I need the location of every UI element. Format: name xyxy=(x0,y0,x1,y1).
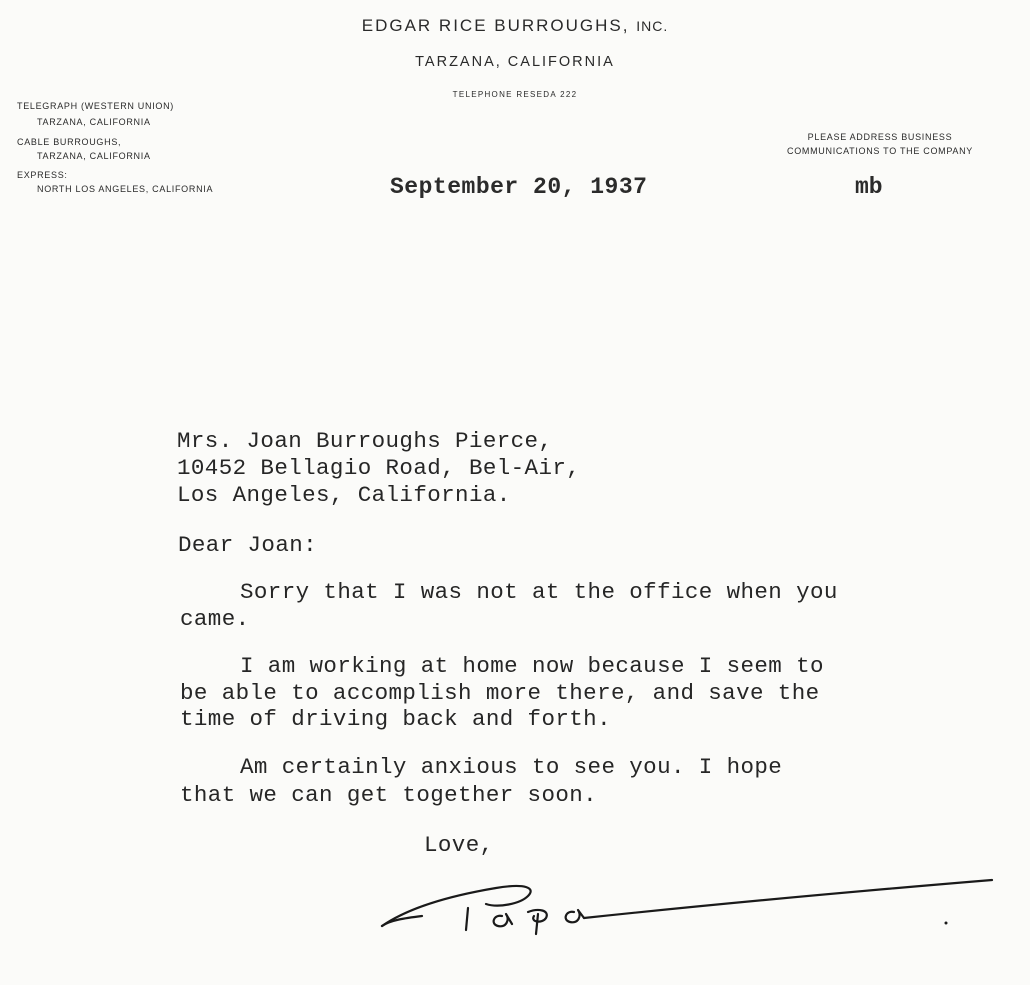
company-name xyxy=(0,16,1030,36)
paragraph-2-line-3: time of driving back and forth. xyxy=(180,706,611,732)
signature-image xyxy=(378,868,1008,948)
paragraph-1-line-2: came. xyxy=(180,606,250,632)
cable-city: TARZANA, CALIFORNIA xyxy=(37,151,151,161)
salutation: Dear Joan: xyxy=(178,532,318,558)
paragraph-3-line-2: that we can get together soon. xyxy=(180,782,598,808)
closing: Love, xyxy=(424,832,494,858)
telephone-line: TELEPHONE RESEDA 222 xyxy=(452,90,578,99)
telegraph-city: TARZANA, CALIFORNIA xyxy=(37,117,151,127)
company-suffix: INC. xyxy=(636,18,669,34)
typist-initials: mb xyxy=(855,174,883,200)
paragraph-3-line-1: Am certainly anxious to see you. I hope xyxy=(240,754,783,780)
notice-line-2: COMMUNICATIONS TO THE COMPANY xyxy=(787,146,973,156)
recipient-city: Los Angeles, California. xyxy=(177,482,511,508)
telegraph-label: TELEGRAPH (WESTERN UNION) xyxy=(17,101,175,111)
paragraph-2-line-2: be able to accomplish more there, and save the xyxy=(180,680,820,706)
company-name-text: EDGAR RICE BURROUGHS, xyxy=(361,16,630,35)
paragraph-2-line-1: I am working at home now because I seem to xyxy=(240,653,824,679)
letter-date: September 20, 1937 xyxy=(390,174,648,200)
company-city: TARZANA, CALIFORNIA xyxy=(415,54,615,70)
notice-line-1: PLEASE ADDRESS BUSINESS xyxy=(807,132,953,142)
express-city: NORTH LOS ANGELES, CALIFORNIA xyxy=(37,184,214,194)
recipient-street: 10452 Bellagio Road, Bel-Air, xyxy=(177,455,581,481)
express-label: EXPRESS: xyxy=(17,170,68,180)
recipient-name: Mrs. Joan Burroughs Pierce, xyxy=(177,428,553,454)
cable-label: CABLE BURROUGHS, xyxy=(17,137,122,147)
paragraph-1-line-1: Sorry that I was not at the office when you xyxy=(240,579,838,605)
